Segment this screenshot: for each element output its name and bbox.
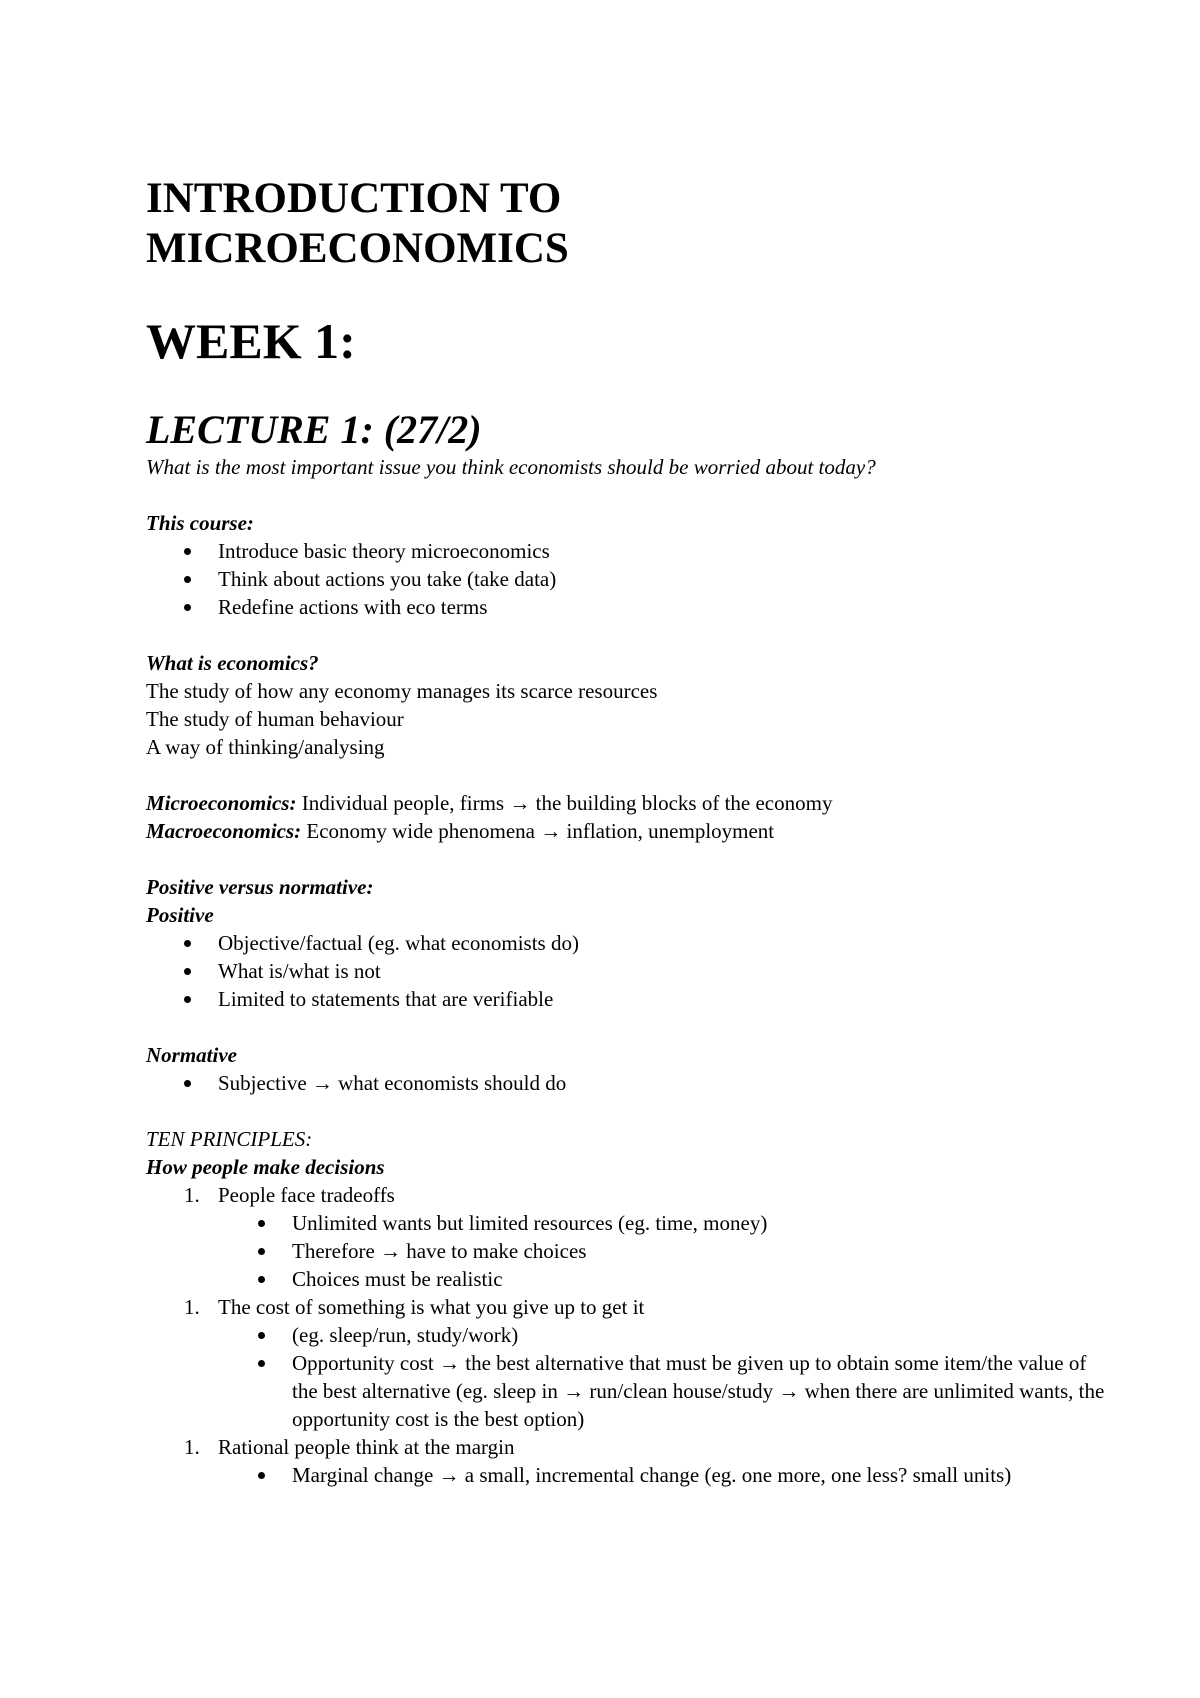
positive-heading: Positive <box>146 903 214 927</box>
normative-heading: Normative <box>146 1043 237 1067</box>
macro-text: Economy wide phenomena → inflation, unemployment <box>301 819 775 843</box>
list-item: Therefore → have to make choices <box>146 1237 1106 1265</box>
principles-heading: TEN PRINCIPLES: <box>146 1127 313 1151</box>
macro-definition <box>146 817 1106 845</box>
economics-line: The study of human behaviour <box>146 707 404 731</box>
normative-list <box>146 1069 1106 1097</box>
list-number: 1. <box>184 1183 200 1207</box>
micro-text: Individual people, firms → the building blocks of the economy <box>296 791 833 815</box>
list-item: Limited to statements that are verifiable <box>146 985 1106 1013</box>
document-title <box>146 174 1106 274</box>
principles-subheading: How people make decisions <box>146 1155 385 1179</box>
document-page <box>146 174 1106 1489</box>
week-heading: WEEK 1: <box>146 313 356 369</box>
positive-list <box>146 929 1106 1013</box>
course-heading: This course: <box>146 511 254 535</box>
economics-line: The study of how any economy manages its scarce resources <box>146 679 658 703</box>
list-item: Think about actions you take (take data) <box>146 565 1106 593</box>
principle-text: The cost of something is what you give up to get it <box>218 1295 645 1319</box>
lecture-question: What is the most important issue you think economists should be worried about today? <box>146 455 876 479</box>
list-item: Marginal change → a small, incremental change (eg. one more, one less? small units) <box>146 1461 1032 1489</box>
list-item: (eg. sleep/run, study/work) <box>146 1321 1106 1349</box>
principle-item <box>146 1293 1106 1321</box>
title-line-2: MICROECONOMICS <box>146 225 569 272</box>
title-line-1: INTRODUCTION TO <box>146 175 562 222</box>
micro-label: Microeconomics: <box>146 791 297 815</box>
list-item: Introduce basic theory microeconomics <box>146 537 1106 565</box>
principles-list <box>146 1181 1106 1489</box>
principle-text: Rational people think at the margin <box>218 1435 515 1459</box>
principle-item <box>146 1433 1106 1461</box>
list-item: Redefine actions with eco terms <box>146 593 1106 621</box>
positive-normative-heading: Positive versus normative: <box>146 875 374 899</box>
list-item: Unlimited wants but limited resources (eg. time, money) <box>146 1209 1106 1237</box>
list-item: Choices must be realistic <box>146 1265 1106 1293</box>
principle-text: People face tradeoffs <box>218 1183 395 1207</box>
list-number: 1. <box>184 1435 200 1459</box>
principle-item <box>146 1181 1106 1209</box>
economics-line: A way of thinking/analysing <box>146 735 385 759</box>
course-list <box>146 537 1106 621</box>
list-item: Objective/factual (eg. what economists do) <box>146 929 1106 957</box>
lecture-heading: LECTURE 1: (27/2) <box>146 407 482 452</box>
list-number: 1. <box>184 1295 200 1319</box>
macro-label: Macroeconomics: <box>146 819 302 843</box>
micro-definition <box>146 789 1106 817</box>
list-item: Subjective → what economists should do <box>146 1069 1106 1097</box>
economics-heading: What is economics? <box>146 651 319 675</box>
list-item: Opportunity cost → the best alternative that must be given up to obtain some item/the value of the best alternative (eg. sleep in → run/clean house/study → when there are unlimited wants, the opportunity cost is the best option) <box>146 1349 1112 1433</box>
list-item: What is/what is not <box>146 957 1106 985</box>
